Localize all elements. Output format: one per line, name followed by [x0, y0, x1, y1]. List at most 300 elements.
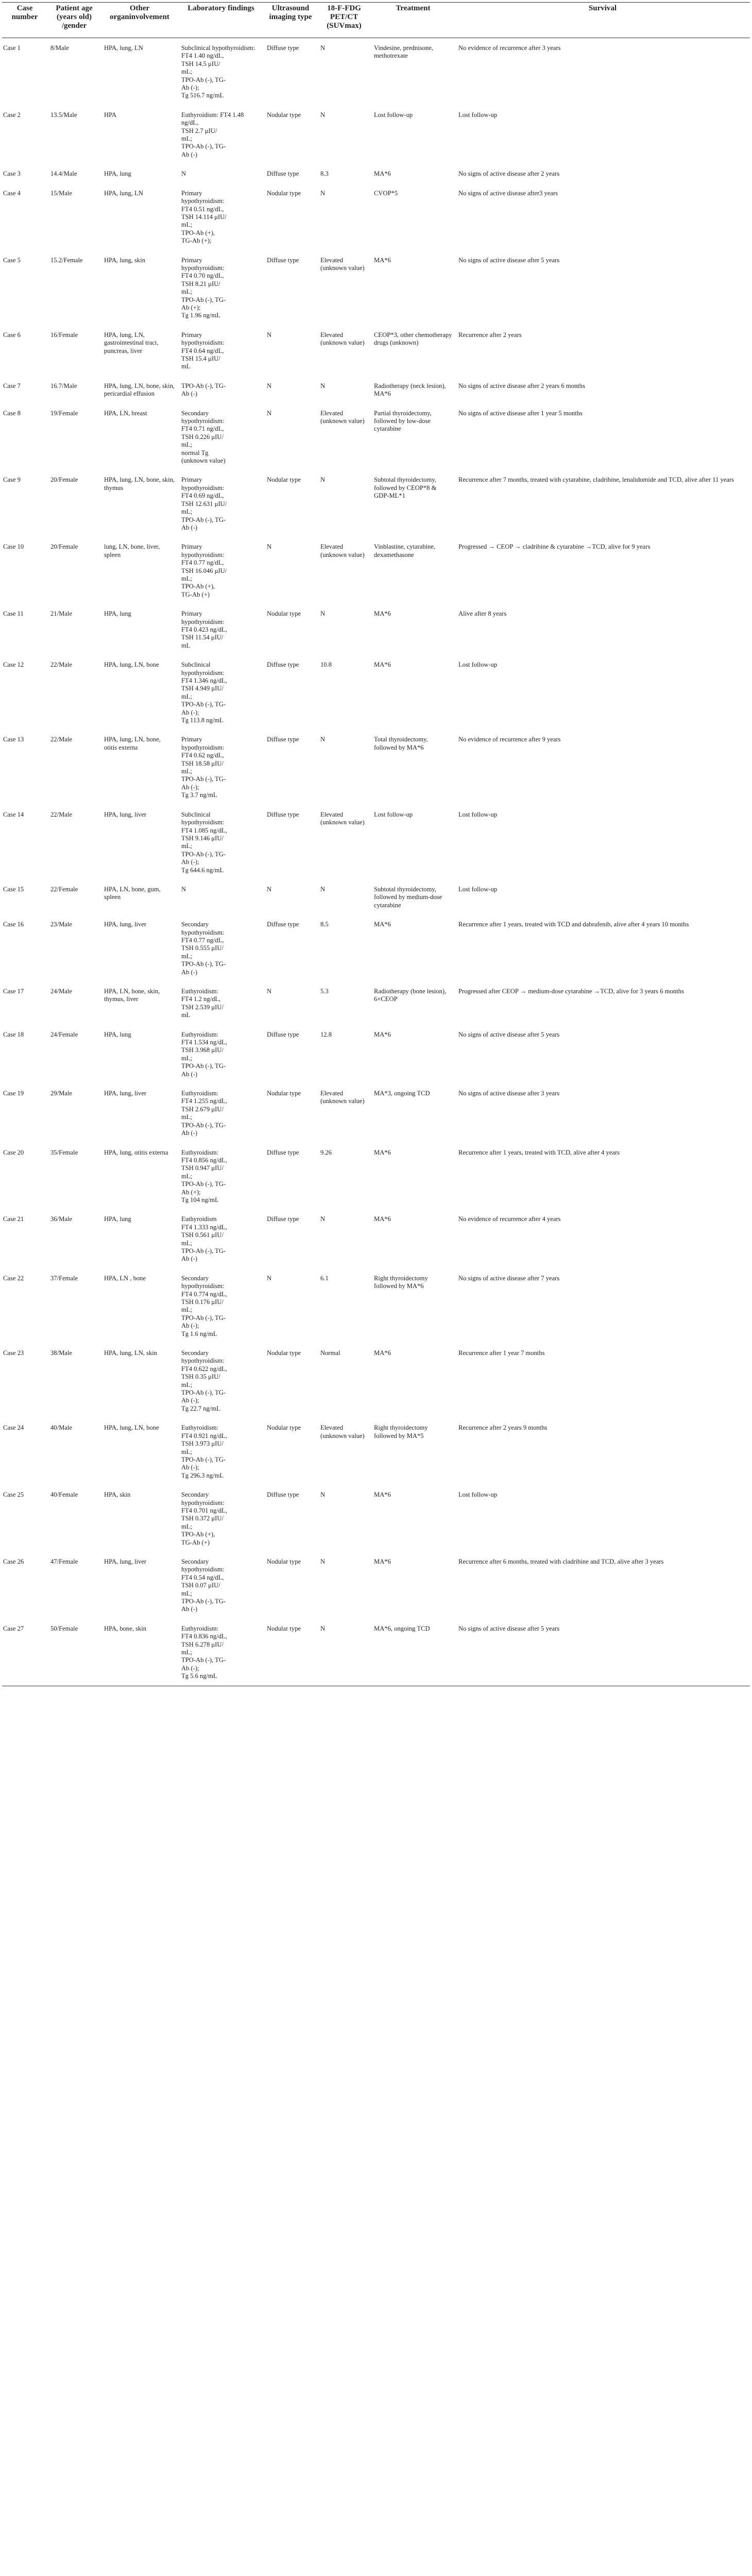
- ultrasound-type-cell: N: [267, 1274, 272, 1282]
- lab-finding-line: (unknown value): [181, 457, 226, 465]
- lab-finding-line: FT4 0.51 ng/dL,: [181, 205, 224, 213]
- lab-finding-line: Tg 3.7 ng/mL: [181, 791, 217, 799]
- ultrasound-type-cell: Diffuse type: [267, 256, 299, 264]
- lab-finding-line: Ab (-);: [181, 1664, 199, 1672]
- ultrasound-type-cell: Diffuse type: [267, 44, 299, 52]
- lab-finding-line: FT4 0.622 ng/dL,: [181, 1365, 227, 1372]
- case-number-cell: Case 10: [3, 543, 24, 551]
- lab-finding-line: TSH 6.278 μIU/: [181, 1640, 224, 1648]
- age-gender-cell: 8/Male: [50, 44, 69, 52]
- laboratory-findings-cell: [178, 879, 264, 914]
- laboratory-findings-cell: [178, 981, 264, 1025]
- table-row: [2, 183, 750, 250]
- lab-finding-line: TSH 0.561 μIU/: [181, 1231, 224, 1239]
- ultrasound-type-cell: Nodular type: [267, 111, 301, 118]
- lab-finding-line: mL;: [181, 692, 192, 700]
- ultrasound-type-cell: Diffuse type: [267, 1148, 299, 1156]
- treatment-cell: MA*6: [374, 1557, 391, 1565]
- table-row: [2, 470, 750, 537]
- table-row: [2, 1143, 750, 1210]
- pet-ct-cell: N: [317, 1619, 371, 1686]
- age-gender-cell: 20/Female: [50, 543, 78, 551]
- case-number-cell: Case 17: [3, 988, 24, 995]
- clinical-features-table: [2, 2, 750, 1686]
- survival-cell: Lost follow-up: [458, 1491, 498, 1499]
- lab-finding-line: Secondary: [181, 1274, 209, 1282]
- case-number-cell: Case 4: [3, 189, 21, 197]
- treatment-cell: CVOP*5: [374, 189, 398, 197]
- lab-finding-line: TSH 0.176 μIU/: [181, 1298, 224, 1306]
- survival-cell: Recurrence after 6 months, treated with cladribine and TCD, alive after 3 years: [458, 1557, 664, 1565]
- lab-finding-line: hypothyroidism:: [181, 743, 225, 751]
- treatment-cell: Total thyroidectomy, followed by MA*6: [374, 736, 428, 751]
- treatment-cell: Subtotal thyroidectomy, followed by medium-dose cytarabine: [374, 885, 442, 909]
- treatment-cell: MA*6: [374, 1030, 391, 1038]
- clinical-table-container: [2, 2, 750, 1686]
- lab-finding-line: mL: [181, 363, 191, 370]
- treatment-cell: CEOP*3, other chemotherapy drugs (unknown): [374, 331, 452, 347]
- lab-finding-line: TPO-Ab (-), TG-: [181, 960, 226, 968]
- laboratory-findings-cell: [178, 1619, 264, 1686]
- organ-involvement-cell: HPA, lung: [104, 170, 131, 178]
- table-row: [2, 164, 750, 183]
- survival-cell: Lost follow-up: [458, 661, 498, 669]
- table-body: [2, 38, 750, 1686]
- lab-finding-line: TPO-Ab (-), TG-: [181, 1598, 226, 1605]
- ultrasound-type-cell: N: [267, 988, 272, 995]
- age-gender-cell: 38/Male: [50, 1349, 72, 1357]
- table-row: [2, 879, 750, 914]
- lab-finding-line: mL;: [181, 952, 192, 960]
- lab-finding-line: Subclinical: [181, 810, 211, 818]
- treatment-cell: Lost follow-up: [374, 810, 413, 818]
- age-gender-cell: 14.4/Male: [50, 170, 77, 178]
- ultrasound-type-cell: Nodular type: [267, 189, 301, 197]
- lab-finding-line: TSH 0.07 μIU/: [181, 1582, 220, 1589]
- age-gender-cell: 24/Male: [50, 988, 72, 995]
- lab-finding-line: hypothyroidism:: [181, 618, 225, 625]
- lab-finding-line: hypothyroidism:: [181, 264, 225, 272]
- age-gender-cell: 37/Female: [50, 1274, 78, 1282]
- table-row: [2, 805, 750, 879]
- case-number-cell: Case 20: [3, 1148, 24, 1156]
- ultrasound-type-cell: N: [267, 382, 272, 389]
- organ-involvement-cell: HPA, lung, LN, bone: [104, 661, 159, 669]
- lab-finding-line: TSH 8.21 μIU/: [181, 280, 220, 287]
- laboratory-findings-cell: [178, 470, 264, 537]
- lab-finding-line: TSH 2.539 μIU/: [181, 1003, 224, 1011]
- organ-involvement-cell: HPA, lung: [104, 610, 131, 618]
- lab-finding-line: Ab (-): [181, 1070, 198, 1078]
- ultrasound-type-cell: Diffuse type: [267, 1215, 299, 1223]
- case-number-cell: Case 12: [3, 661, 24, 669]
- lab-finding-line: TSH 4.949 μIU/: [181, 685, 224, 692]
- pet-ct-cell: N: [320, 1491, 326, 1499]
- treatment-cell: Right thyroidectomy followed by MA*5: [374, 1424, 428, 1439]
- case-number-cell: Case 18: [3, 1030, 24, 1038]
- lab-finding-line: TSH 12.631 μIU/: [181, 500, 227, 507]
- header-laboratory-findings: Laboratory findings: [178, 3, 264, 38]
- lab-finding-line: TSH 2.679 μIU/: [181, 1105, 224, 1113]
- laboratory-findings-cell: [178, 604, 264, 655]
- laboratory-findings-cell: [178, 376, 264, 403]
- case-number-cell: Case 5: [3, 256, 21, 264]
- pet-ct-cell: 8.3: [320, 170, 329, 178]
- lab-finding-line: Ab (-): [181, 523, 198, 531]
- treatment-cell: Lost follow-up: [374, 111, 413, 118]
- age-gender-cell: 19/Female: [50, 409, 78, 417]
- lab-finding-line: hypothyroidism:: [181, 928, 225, 936]
- lab-finding-line: Ab (-): [181, 150, 198, 158]
- lab-finding-line: hypothyroidism:: [181, 197, 225, 205]
- survival-cell: No signs of active disease after 2 years: [458, 170, 560, 178]
- pet-ct-cell: 8.5: [320, 921, 329, 928]
- table-row: [2, 325, 750, 376]
- lab-finding-line: FT4 0.856 ng/dL,: [181, 1156, 227, 1164]
- ultrasound-type-cell: Diffuse type: [267, 1030, 299, 1038]
- pet-ct-cell: N: [320, 885, 326, 893]
- survival-cell: Alive after 8 years: [458, 610, 507, 618]
- case-number-cell: Case 7: [3, 382, 21, 389]
- lab-finding-line: Euthyroidism:: [181, 1424, 219, 1432]
- table-row: [2, 403, 750, 470]
- pet-ct-cell: Elevated (unknown value): [320, 1090, 365, 1105]
- ultrasound-type-cell: N: [267, 331, 272, 338]
- table-row: [2, 1025, 750, 1083]
- lab-finding-line: TSH 18.58 μIU/: [181, 759, 224, 767]
- organ-involvement-cell: HPA, lung, LN, bone: [104, 1424, 159, 1432]
- lab-finding-line: mL;: [181, 1113, 192, 1121]
- lab-finding-line: TPO-Ab (-), TG-: [181, 1314, 226, 1321]
- case-number-cell: Case 16: [3, 921, 24, 928]
- ultrasound-type-cell: N: [267, 543, 272, 551]
- treatment-cell: MA*3, ongoing TCD: [374, 1090, 430, 1097]
- lab-finding-line: FT4 0.70 ng/dL,: [181, 272, 224, 280]
- laboratory-findings-cell: [178, 250, 264, 325]
- lab-finding-line: TSH 0.226 μIU/: [181, 433, 224, 440]
- lab-finding-line: TPO-Ab (-), TG-: [181, 1180, 226, 1188]
- age-gender-cell: 29/Male: [50, 1090, 72, 1097]
- header-age-gender: Patient age (years old) /gender: [47, 3, 101, 38]
- lab-finding-line: hypothyroidism:: [181, 339, 225, 347]
- lab-finding-line: TPO-Ab (-), TG-: [181, 1247, 226, 1255]
- lab-finding-line: Ab (+);: [181, 1188, 201, 1196]
- case-number-cell: Case 3: [3, 170, 21, 178]
- lab-finding-line: hypothyroidism:: [181, 551, 225, 558]
- table-row: [2, 604, 750, 655]
- lab-finding-line: mL;: [181, 1381, 192, 1388]
- lab-finding-line: TSH 9.146 μIU/: [181, 834, 224, 842]
- lab-finding-line: Tg 644.6 ng/mL: [181, 866, 224, 874]
- survival-cell: Lost follow-up: [458, 810, 498, 818]
- lab-finding-line: hypothyroidism:: [181, 819, 225, 826]
- lab-finding-line: TSH 0.555 μIU/: [181, 944, 224, 952]
- lab-finding-line: TPO-Ab (-), TG-: [181, 775, 226, 783]
- organ-involvement-cell: HPA, bone, skin: [101, 1619, 178, 1686]
- lab-finding-line: Ab (-): [181, 1605, 198, 1613]
- age-gender-cell: 22/Male: [50, 810, 72, 818]
- survival-cell: No signs of active disease after 3 years: [458, 1090, 560, 1097]
- lab-finding-line: TSH 14.114 μIU/: [181, 213, 227, 221]
- organ-involvement-cell: HPA, LN, bone, skin, thymus, liver: [104, 988, 160, 1003]
- laboratory-findings-cell: [178, 1083, 264, 1142]
- lab-finding-line: TSH 15.4 μIU/: [181, 355, 220, 362]
- case-number-cell: Case 21: [3, 1215, 24, 1223]
- laboratory-findings-cell: [178, 183, 264, 250]
- age-gender-cell: 22/Male: [50, 736, 72, 743]
- organ-involvement-cell: HPA, lung, skin: [104, 256, 146, 264]
- lab-finding-line: Secondary: [181, 1557, 209, 1565]
- organ-involvement-cell: lung, LN, bone, liver, spleen: [104, 543, 160, 558]
- age-gender-cell: 35/Female: [50, 1148, 78, 1156]
- lab-finding-line: TPO-Ab (+),: [181, 1531, 215, 1538]
- table-row: [2, 981, 750, 1025]
- lab-finding-line: TPO-Ab (-), TG-: [181, 143, 226, 150]
- survival-cell: Recurrence after 1 year 7 months: [458, 1349, 545, 1357]
- case-number-cell: Case 19: [3, 1090, 24, 1097]
- organ-involvement-cell: HPA, lung, LN, bone, skin, thymus: [104, 476, 175, 492]
- lab-finding-line: Euthyroidism: FT4 1.48 ng/dL,: [181, 111, 244, 127]
- treatment-cell: MA*6: [374, 610, 391, 618]
- case-number-cell: Case 11: [3, 610, 24, 618]
- lab-finding-line: Primary: [181, 543, 202, 551]
- ultrasound-type-cell: Nodular type: [267, 1349, 301, 1357]
- organ-involvement-cell: HPA, lung, liver: [104, 1090, 147, 1097]
- ultrasound-type-cell: Nodular type: [267, 1424, 301, 1432]
- survival-cell: No signs of active disease after 1 year 5 months: [458, 409, 583, 417]
- age-gender-cell: 36/Male: [50, 1215, 72, 1223]
- lab-finding-line: Tg 516.7 ng/mL: [181, 92, 224, 99]
- laboratory-findings-cell: [178, 1552, 264, 1619]
- treatment-cell: Vindesine, prednisone, methotrexate: [374, 44, 434, 60]
- lab-finding-line: Tg 1.96 ng/mL: [181, 312, 220, 319]
- age-gender-cell: 20/Female: [50, 476, 78, 484]
- case-number-cell: Case 24: [3, 1424, 24, 1432]
- ultrasound-type-cell: Diffuse type: [267, 661, 299, 669]
- survival-cell: Recurrence after 7 months, treated with cytarabine, cladribine, lenalidomide and TCD, alive after 11 years: [458, 476, 734, 484]
- ultrasound-type-cell: Diffuse type: [267, 1491, 299, 1499]
- laboratory-findings-cell: [178, 914, 264, 981]
- organ-involvement-cell: HPA, lung, LN: [104, 189, 143, 197]
- lab-finding-line: Ab (-);: [181, 1397, 199, 1404]
- lab-finding-line: TPO-Ab (-), TG-: [181, 1656, 226, 1664]
- lab-finding-line: TPO-Ab (-), TG-: [181, 1121, 226, 1129]
- treatment-cell: MA*6: [374, 921, 391, 928]
- case-number-cell: Case 14: [3, 810, 24, 818]
- case-number-cell: Case 25: [3, 1491, 24, 1499]
- table-row: [2, 105, 750, 164]
- lab-finding-line: hypothyroidism:: [181, 1357, 225, 1365]
- age-gender-cell: 16.7/Male: [50, 382, 77, 389]
- treatment-cell: MA*6: [374, 1349, 391, 1357]
- lab-finding-line: FT4 0.836 ng/dL,: [181, 1633, 227, 1640]
- age-gender-cell: 21/Male: [50, 610, 72, 618]
- age-gender-cell: 40/Female: [50, 1491, 78, 1499]
- lab-finding-line: TPO-Ab (-), TG-: [181, 516, 226, 523]
- lab-finding-line: TSH 0.372 μIU/: [181, 1515, 224, 1522]
- header-ultrasound-type: Ultrasound imaging type: [264, 3, 317, 38]
- table-row: [2, 1268, 750, 1343]
- lab-finding-line: Subclinical hypothyroidism:: [181, 44, 255, 52]
- lab-finding-line: Ab (-);: [181, 1464, 199, 1471]
- organ-involvement-cell: HPA, LN, bone, gum, spleen: [104, 885, 161, 901]
- lab-finding-line: hypothyroidism:: [181, 417, 225, 425]
- age-gender-cell: 40/Male: [50, 1424, 72, 1432]
- survival-cell: No signs of active disease after 5 years: [458, 256, 560, 264]
- ultrasound-type-cell: Nodular type: [264, 1619, 317, 1686]
- pet-ct-cell: Normal: [320, 1349, 340, 1357]
- treatment-cell: MA*6: [374, 256, 391, 264]
- laboratory-findings-cell: [178, 105, 264, 164]
- organ-involvement-cell: HPA, LN, breast: [104, 409, 147, 417]
- lab-finding-line: normal Tg: [181, 449, 209, 456]
- survival-cell: Recurrence after 2 years 9 months: [458, 1424, 548, 1432]
- table-row: [2, 730, 750, 804]
- lab-finding-line: mL;: [181, 768, 192, 775]
- lab-finding-line: Euthyroidism:: [181, 1090, 219, 1097]
- table-row: [2, 376, 750, 403]
- pet-ct-cell: N: [320, 44, 326, 52]
- lab-finding-line: TSH 11.54 μIU/: [181, 634, 224, 641]
- laboratory-findings-cell: [178, 38, 264, 105]
- lab-finding-line: Ab (-): [181, 390, 198, 398]
- lab-finding-line: mL;: [181, 221, 192, 229]
- lab-finding-line: Primary: [181, 331, 202, 338]
- lab-finding-line: mL;: [181, 1448, 192, 1455]
- pet-ct-cell: 9.26: [320, 1148, 332, 1156]
- lab-finding-line: Euthyroidism:: [181, 1624, 219, 1632]
- lab-finding-line: Ab (-);: [181, 84, 199, 92]
- lab-finding-line: TSH 16.046 μIU/: [181, 567, 227, 574]
- treatment-cell: Vinblastine, cytarabine, dexamethasone: [374, 543, 436, 558]
- table-row: [2, 1552, 750, 1619]
- laboratory-findings-cell: [178, 1143, 264, 1210]
- treatment-cell: Right thyroidectomy followed by MA*6: [374, 1274, 428, 1290]
- organ-involvement-cell: HPA, lung, LN, bone, otitis externa: [104, 736, 161, 751]
- lab-finding-line: Secondary: [181, 921, 209, 928]
- laboratory-findings-cell: [178, 1025, 264, 1083]
- case-number-cell: Case 6: [3, 331, 21, 338]
- lab-finding-line: FT4 1.085 ng/dL,: [181, 826, 227, 834]
- lab-finding-line: Primary: [181, 610, 202, 618]
- laboratory-findings-cell: [178, 805, 264, 879]
- pet-ct-cell: Elevated (unknown value): [320, 1424, 365, 1439]
- lab-finding-line: mL;: [181, 441, 192, 449]
- lab-finding-line: TSH 3.973 μIU/: [181, 1440, 224, 1448]
- lab-finding-line: N: [181, 170, 186, 178]
- lab-finding-line: Euthyroidism:: [181, 988, 219, 995]
- organ-involvement-cell: HPA, lung, LN, skin: [104, 1349, 158, 1357]
- organ-involvement-cell: HPA, lung, LN, bone, skin, pericardial effusion: [104, 382, 175, 398]
- table-row: [2, 38, 750, 105]
- treatment-cell: MA*6: [374, 170, 391, 178]
- table-row: [2, 1418, 750, 1485]
- ultrasound-type-cell: N: [267, 409, 272, 417]
- lab-finding-line: Euthyroidism: [181, 1215, 217, 1223]
- pet-ct-cell: Elevated (unknown value): [320, 810, 365, 826]
- lab-finding-line: Tg 296.3 ng/mL: [181, 1471, 224, 1479]
- case-number-cell: Case 23: [3, 1349, 24, 1357]
- lab-finding-line: TG-Ab (+): [181, 590, 210, 598]
- lab-finding-line: FT4 0.701 ng/dL,: [181, 1506, 227, 1514]
- age-gender-cell: 24/Female: [50, 1030, 78, 1038]
- treatment-cell: Radiotherapy (neck lesion), MA*6: [374, 382, 446, 398]
- table-header: [2, 3, 750, 38]
- organ-involvement-cell: HPA, lung, LN, gastrointestinal tract, puncreas, liver: [104, 331, 159, 354]
- lab-finding-line: Ab (-): [181, 1255, 198, 1263]
- table-row: [2, 914, 750, 981]
- treatment-cell: MA*6: [374, 1148, 391, 1156]
- lab-finding-line: Tg 113.8 ng/mL: [181, 717, 224, 724]
- case-number-cell: Case 2: [3, 111, 21, 118]
- survival-cell: Lost follow-up: [458, 885, 498, 893]
- lab-finding-line: Ab (-);: [181, 1322, 199, 1330]
- lab-finding-line: mL;: [181, 1522, 192, 1530]
- table-row: [2, 1485, 750, 1552]
- organ-involvement-cell: HPA, lung, LN: [104, 44, 143, 52]
- age-gender-cell: 22/Female: [50, 885, 78, 893]
- survival-cell: No signs of active disease after 2 years 6 months: [458, 382, 585, 389]
- table-row: [2, 537, 750, 604]
- laboratory-findings-cell: [178, 1268, 264, 1343]
- lab-finding-line: Euthyroidism:: [181, 1030, 219, 1038]
- laboratory-findings-cell: [178, 1209, 264, 1268]
- lab-finding-line: mL: [181, 641, 191, 649]
- survival-cell: Progressed → CEOP → cladribine & cytarabine →TCD, alive for 9 years: [458, 543, 651, 551]
- lab-finding-line: FT4 0.774 ng/dL,: [181, 1290, 227, 1298]
- organ-involvement-cell: HPA, LN , bone: [104, 1274, 146, 1282]
- laboratory-findings-cell: [178, 1343, 264, 1418]
- pet-ct-cell: N: [320, 382, 326, 389]
- pet-ct-cell: N: [320, 1557, 326, 1565]
- ultrasound-type-cell: Nodular type: [267, 610, 301, 618]
- lab-finding-line: Ab (+);: [181, 303, 201, 311]
- ultrasound-type-cell: N: [267, 885, 272, 893]
- lab-finding-line: Euthyroidism:: [181, 1148, 219, 1156]
- lab-finding-line: FT4 0.921 ng/dL,: [181, 1432, 227, 1439]
- header-treatment: Treatment: [371, 3, 455, 38]
- lab-finding-line: TPO-Ab (+),: [181, 229, 215, 236]
- organ-involvement-cell: HPA, lung, liver: [104, 1557, 147, 1565]
- treatment-cell: MA*6: [374, 1491, 391, 1499]
- treatment-cell: MA*6: [374, 1215, 391, 1223]
- pet-ct-cell: N: [320, 476, 326, 484]
- age-gender-cell: 23/Male: [50, 921, 72, 928]
- table-row: [2, 655, 750, 730]
- lab-finding-line: FT4 0.77 ng/dL,: [181, 936, 224, 944]
- lab-finding-line: hypothyroidism:: [181, 1282, 225, 1290]
- header-row: [2, 3, 750, 38]
- lab-finding-line: FT4 0.62 ng/dL,: [181, 752, 224, 759]
- lab-finding-line: TG-Ab (+);: [181, 237, 212, 245]
- lab-finding-line: TPO-Ab (+),: [181, 583, 215, 590]
- laboratory-findings-cell: [178, 1485, 264, 1552]
- lab-finding-line: Ab (-);: [181, 708, 199, 716]
- treatment-cell: MA*6, ongoing TCD: [371, 1619, 455, 1686]
- treatment-cell: Subtotal thyroidectomy, followed by CEOP*8 & GDP-ML*1: [374, 476, 437, 500]
- lab-finding-line: FT4 1.534 ng/dL,: [181, 1039, 227, 1046]
- lab-finding-line: TSH 2.7 μIU/: [181, 127, 217, 134]
- lab-finding-line: Tg 104 ng/mL: [181, 1196, 219, 1204]
- ultrasound-type-cell: Diffuse type: [267, 810, 299, 818]
- lab-finding-line: Ab (-): [181, 968, 198, 976]
- laboratory-findings-cell: [178, 537, 264, 604]
- lab-finding-line: TPO-Ab (-), TG-: [181, 850, 226, 858]
- ultrasound-type-cell: Nodular type: [267, 1090, 301, 1097]
- pet-ct-cell: 5.3: [320, 988, 329, 995]
- lab-finding-line: TPO-Ab (-), TG-: [181, 76, 226, 83]
- pet-ct-cell: 10.8: [320, 661, 332, 669]
